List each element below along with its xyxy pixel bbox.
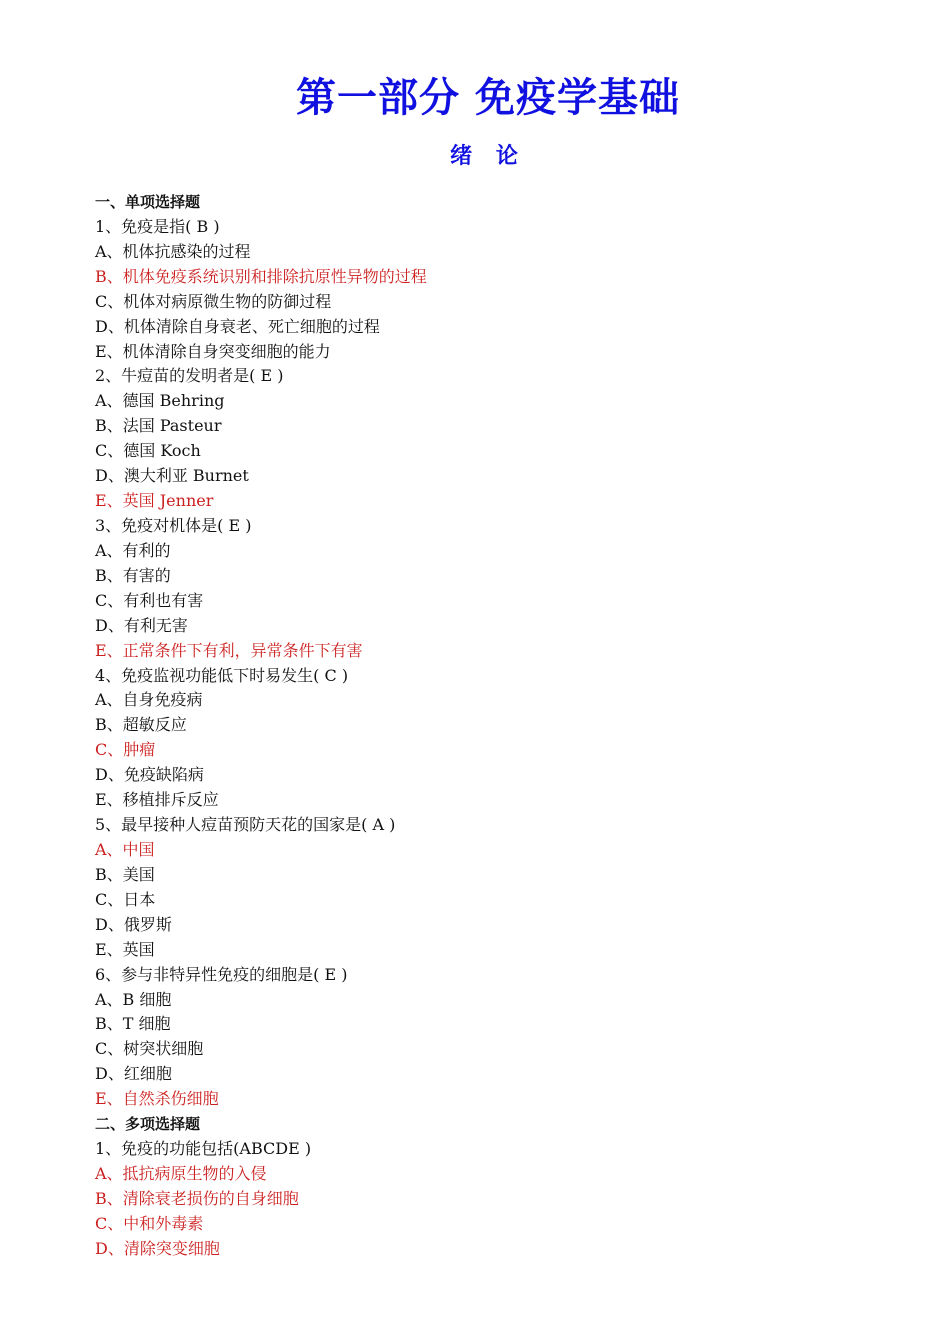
question-text: 6、参与非特异性免疫的细胞是( E )	[95, 964, 348, 984]
correct-answer-option: A、抵抗病原生物的入侵	[95, 1163, 267, 1183]
correct-answer-option: E、自然杀伤细胞	[95, 1089, 219, 1109]
answer-option: C、有利也有害	[95, 590, 204, 610]
correct-answer-option: E、英国 Jenner	[95, 491, 214, 511]
correct-answer-option: D、清除突变细胞	[95, 1238, 220, 1258]
section-heading: 二、多项选择题	[95, 1115, 201, 1134]
question-text: 2、牛痘苗的发明者是( E )	[95, 366, 284, 386]
answer-option: A、有利的	[95, 540, 171, 560]
answer-option: D、机体清除自身衰老、死亡细胞的过程	[95, 316, 380, 336]
question-text: 1、免疫是指( B )	[95, 216, 220, 236]
answer-option: B、超敏反应	[95, 715, 187, 735]
answer-option: C、德国 Koch	[95, 441, 201, 461]
answer-option: C、机体对病原微生物的防御过程	[95, 291, 332, 311]
answer-option: A、自身免疫病	[95, 690, 203, 710]
answer-option: D、澳大利亚 Burnet	[95, 466, 249, 486]
answer-option: B、T 细胞	[95, 1014, 171, 1034]
answer-option: B、有害的	[95, 565, 171, 585]
answer-option: D、免疫缺陷病	[95, 765, 204, 785]
answer-option: E、机体清除自身突变细胞的能力	[95, 341, 331, 361]
correct-answer-option: B、机体免疫系统识别和排除抗原性异物的过程	[95, 266, 427, 286]
answer-option: D、有利无害	[95, 615, 188, 635]
page-title: 第一部分 免疫学基础	[296, 75, 680, 121]
answer-option: E、英国	[95, 939, 155, 959]
answer-option: C、树突状细胞	[95, 1039, 204, 1059]
answer-option: A、B 细胞	[95, 989, 172, 1009]
answer-option: D、俄罗斯	[95, 914, 172, 934]
correct-answer-option: B、清除衰老损伤的自身细胞	[95, 1188, 299, 1208]
correct-answer-option: C、肿瘤	[95, 740, 156, 760]
section-subtitle: 绪 论	[450, 144, 526, 169]
question-text: 5、最早接种人痘苗预防天花的国家是( A )	[95, 815, 396, 835]
correct-answer-option: E、正常条件下有利，异常条件下有害	[95, 640, 363, 660]
question-text: 3、免疫对机体是( E )	[95, 515, 252, 535]
question-text: 4、免疫监视功能低下时易发生( C )	[95, 665, 349, 685]
answer-option: A、机体抗感染的过程	[95, 241, 251, 261]
answer-option: E、移植排斥反应	[95, 790, 219, 810]
correct-answer-option: A、中国	[95, 839, 155, 859]
answer-option: B、法国 Pasteur	[95, 416, 222, 436]
question-list	[95, 190, 895, 1262]
answer-option: A、德国 Behring	[95, 391, 225, 411]
correct-answer-option: C、中和外毒素	[95, 1213, 204, 1233]
section-heading: 一、单项选择题	[95, 193, 201, 211]
answer-option: B、美国	[95, 864, 155, 884]
question-text: 1、免疫的功能包括(ABCDE )	[95, 1139, 312, 1159]
answer-option: C、日本	[95, 889, 156, 909]
answer-option: D、红细胞	[95, 1064, 172, 1084]
